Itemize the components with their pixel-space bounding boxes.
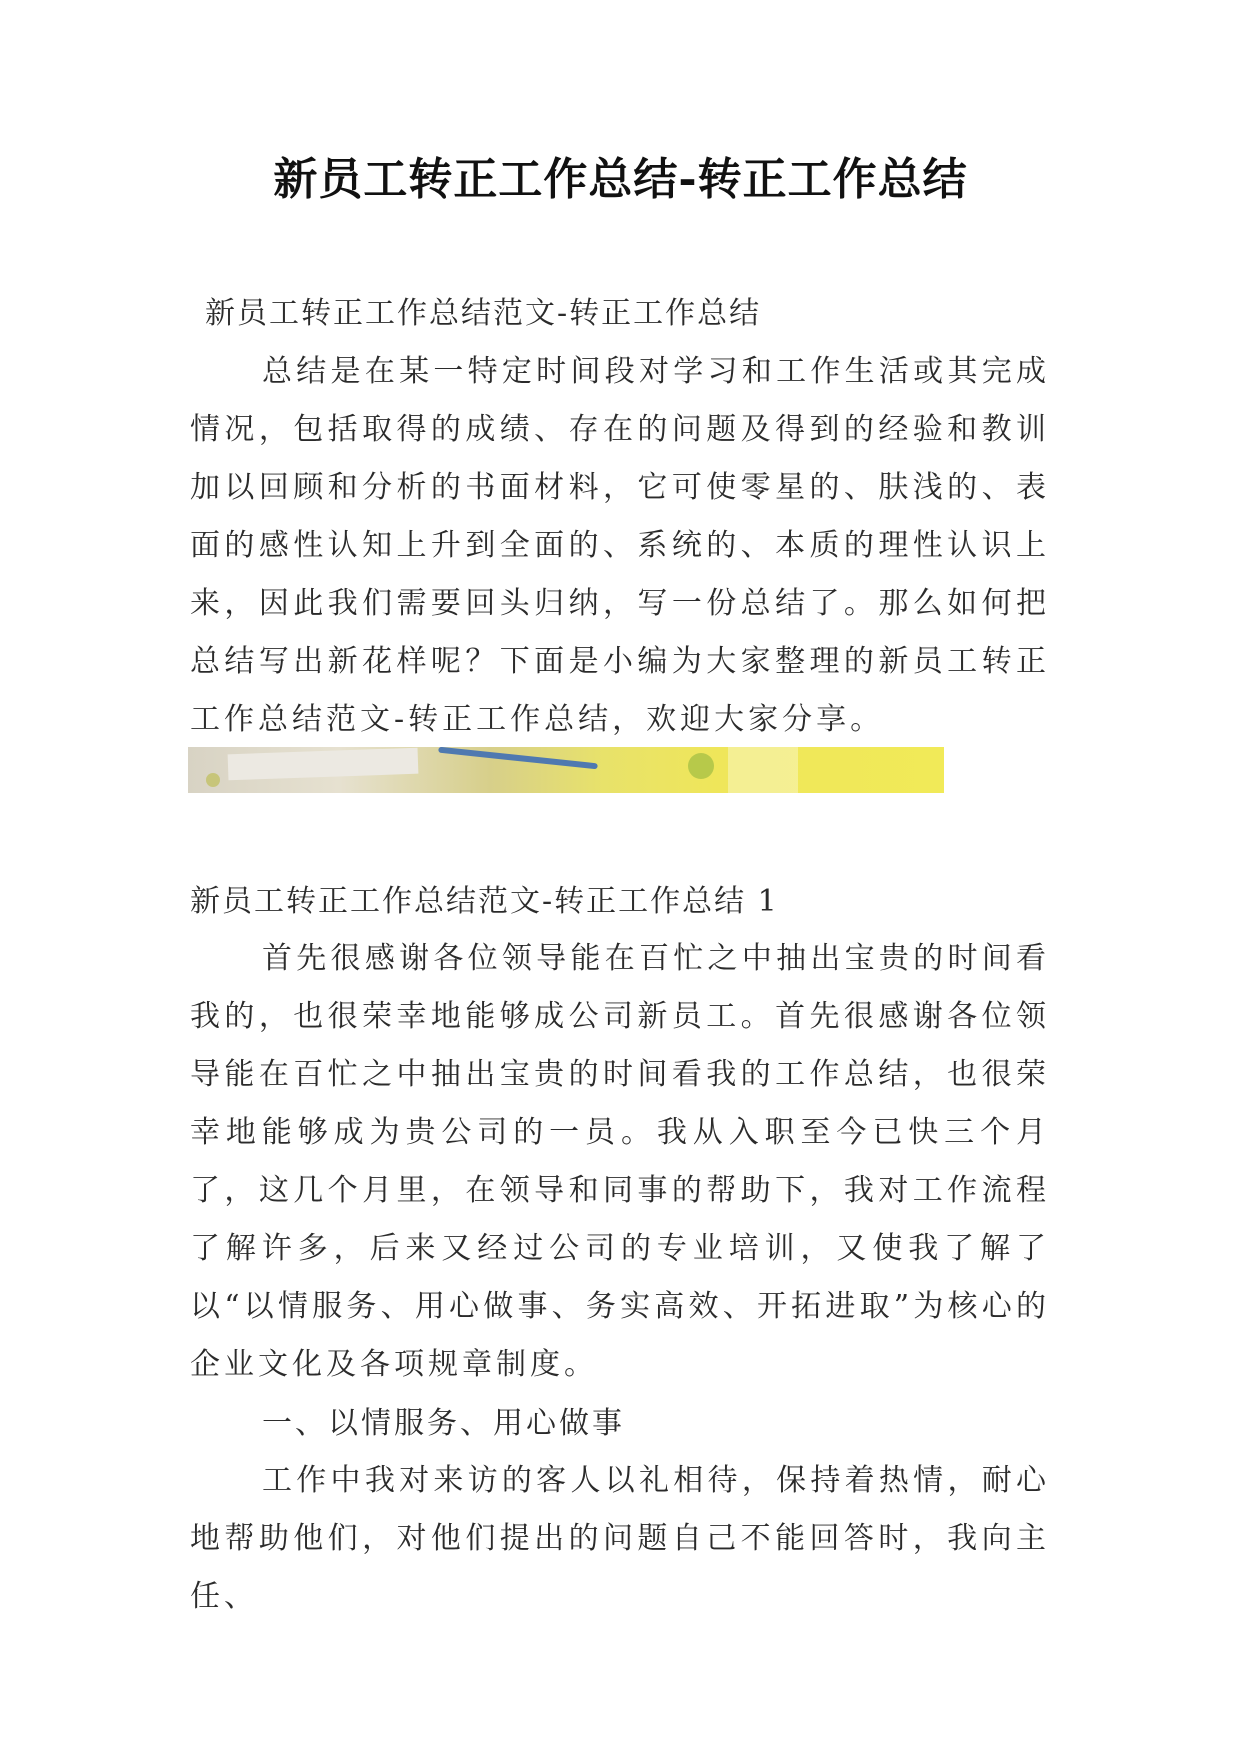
section-heading: 新员工转正工作总结范文-转正工作总结 1	[190, 884, 779, 919]
image-pen-shape	[438, 747, 598, 769]
document-title: 新员工转正工作总结-转正工作总结	[273, 154, 968, 205]
image-ball-shape	[688, 753, 714, 779]
image-dot-shape	[206, 773, 220, 787]
subsection-heading: 一、以情服务、用心做事	[262, 1406, 625, 1441]
image-paper-shape	[228, 748, 419, 781]
article-image	[188, 747, 944, 793]
image-glass-shape	[728, 747, 798, 793]
paragraph-2-block	[190, 1452, 1050, 1626]
document-subtitle: 新员工转正工作总结范文-转正工作总结	[205, 296, 762, 331]
intro-paragraph-block	[190, 343, 1050, 749]
paragraph-2: 工作中我对来访的客人以礼相待，保持着热情，耐心地帮助他们，对他们提出的问题自己不能回答时，我向主任、	[190, 1463, 1050, 1614]
paragraph-1-block	[190, 930, 1050, 1394]
intro-paragraph: 总结是在某一特定时间段对学习和工作生活或其完成情况，包括取得的成绩、存在的问题及得到的经验和教训加以回顾和分析的书面材料，它可使零星的、肤浅的、表面的感性认知上升到全面的、系统的、本质的理性认识上来，因此我们需要回头归纳，写一份总结了。那么如何把总结写出新花样呢？下面是小编为大家整理的新员工转正工作总结范文-转正工作总结，欢迎大家分享。	[190, 354, 1050, 737]
paragraph-1: 首先很感谢各位领导能在百忙之中抽出宝贵的时间看我的，也很荣幸地能够成公司新员工。首先很感谢各位领导能在百忙之中抽出宝贵的时间看我的工作总结，也很荣幸地能够成为贵公司的一员。我从入职至今已快三个月了，这几个月里，在领导和同事的帮助下，我对工作流程了解许多，后来又经过公司的专业培训，又使我了解了以“以情服务、用心做事、务实高效、开拓进取”为核心的企业文化及各项规章制度。	[190, 941, 1050, 1382]
